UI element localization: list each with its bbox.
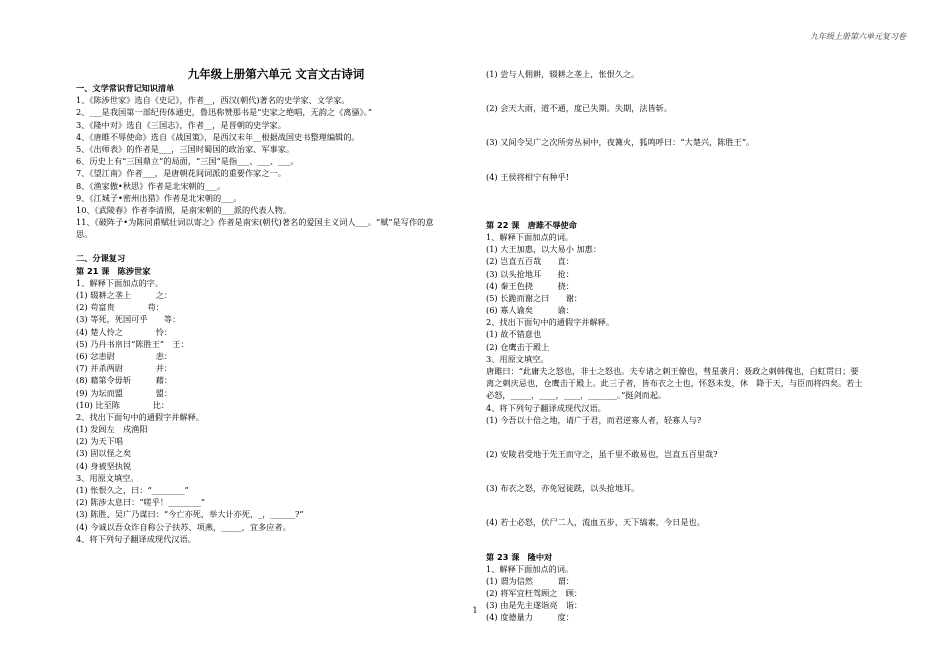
question-line: (1) 发闾左 戍渔阳 [76,424,148,435]
knowledge-item: 2、___是我国第一部纪传体通史，鲁迅称赞那书是“史家之绝唱，无韵之《离骚》。” [76,107,373,118]
passage-line: 必怒，_____，____，____，_______。”挺剑而起。 [486,390,667,401]
lesson-21-list [76,277,476,545]
question-line: 4、将下列句子翻译成现代汉语。 [486,402,606,413]
question-line: (2) 苟富贵 苟： [76,302,164,313]
knowledge-item: 3、《隆中对》选自《三国志》，作者__，是晋朝的史学家。 [76,119,286,130]
spacer [76,240,476,252]
answer-space [486,183,886,205]
section-heading-knowledge: 一、文学常识背记知识清单 [76,83,175,93]
knowledge-item: 1、《陈涉世家》选自《史记》，作者__，西汉(朝代)著名的史学家、文学家。 [76,95,350,106]
question-line: (1) 辍耕之垄上 之： [76,290,173,300]
question-line: (3) 陈胜、吴广乃谋曰：“今亡亦死，举大计亦死，_，______?” [76,509,304,520]
question-line: 3、用原文填空。 [76,472,139,483]
question-line: (4) 度德量力 度： [486,612,574,623]
question-line: (6) 忿恚尉 恚： [76,350,173,361]
translate-line: (1) 尝与人佣耕，辍耕之垄上，怅恨久之。 [486,69,640,79]
header-note: 九年级上册第六单元复习卷 [810,32,906,41]
question-line: (10) 比至陈 比： [76,399,170,410]
question-line: 2、找出下面句中的通假字并解释。 [76,411,205,422]
left-column [76,68,476,545]
question-line: (5) 乃丹书帛曰“陈胜王” 王： [76,338,189,349]
question-line: (1) 怅恨久之，曰：“________” [76,485,189,495]
knowledge-item: 思。 [76,229,93,240]
page-number: 1 [472,606,478,615]
answer-space [486,114,886,136]
question-line: (2) 将军宜枉驾顾之 顾： [486,588,583,599]
passage-line: 离之刺庆忌也，仓鹰击于殿上。此三子者，皆布衣之士也，怀怒未发，休 降于天，与臣而将四矣。若士 [486,378,863,389]
question-line: (2) 仓鹰击于殿上 [486,341,550,352]
question-line: (2) 为天下唱 [76,436,123,447]
knowledge-item: 4、《唐睢不辱使命》选自《战国策》，是西汉末年__根据战国史书整理编辑的。 [76,131,360,142]
knowledge-item: 9、《江城子•密州出猎》作者是北宋朝的___。 [76,192,242,203]
section-heading-review: 二、分课复习 [76,253,126,264]
question-line: (7) 并杀两尉 并： [76,363,173,374]
translate-line: (3) 布衣之怒，亦免冠徒跣，以头抢地耳。 [486,483,640,494]
question-line: (4) 今诚以吾众诈自称公子扶苏、项燕，_____，宜多应者。 [76,521,291,532]
question-line: (9) 为坛而盟 盟： [76,387,173,398]
answer-space [486,460,886,482]
question-line: (4) 身被坚执锐 [76,460,132,471]
question-line: (5) 长跪而谢之曰 谢： [486,292,583,303]
question-line: (2) 陈涉太息曰：“嗟乎！________” [76,497,206,508]
question-line: (6) 寡人谕矣 谕： [486,305,574,316]
translate-line: (2) 安陵君受地于先王而守之，虽千里不敢易也，岂直五百里哉? [486,448,718,459]
spacer [486,205,886,219]
question-line: (2) 岂直五百哉 直： [486,256,574,267]
question-line: (4) 秦王色挠 挠： [486,280,574,291]
question-line: 1、解释下面加点的词。 [486,563,574,574]
question-line: (4) 楚人怜之 怜： [76,326,173,337]
lesson-23-heading: 第 23 课 隆中对 [486,551,553,562]
question-line: 4、将下列句子翻译成现代汉语。 [76,533,196,544]
question-line: (1) 大王加惠，以大易小 加惠： [486,244,602,255]
question-line: (3) 由是先主遂诣亮 诣： [486,600,583,611]
knowledge-list [76,94,476,240]
translate-line: (2) 会天大雨，道不通，度已失期。失期，法皆斩。 [486,103,673,114]
passage-line: 唐雎曰：“此庸夫之怒也，非士之怒也。夫专诸之刺王僚也，彗星袭月；聂政之刺韩傀也，白虹贯日；要 [486,366,859,376]
question-line: (3) 等死，死国可乎 等： [76,314,181,325]
question-line: 1、解释下面加点的词。 [486,231,574,242]
knowledge-item: 7、《望江南》作者___，是唐朝花间词派的重要作家之一。 [76,168,286,179]
answer-space [486,426,886,448]
question-line: (1) 今吾以十倍之地，请广于君，而君逆寡人者，轻寡人与? [486,414,702,425]
knowledge-item: 11、《破阵子•为陈同甫赋壮词以寄之》作者是南宋(朝代)著名的爱国主义词人___。“赋”是写作的意 [76,217,434,228]
question-line: 2、找出下面句中的通假字并解释。 [486,317,615,328]
right-column [486,68,886,624]
knowledge-item: 10、《武陵春》作者李清照，是南宋朝的___派的代表人物。 [76,204,292,215]
knowledge-item: 5、《出师表》的作者是___，三国时蜀国的政治家、军事家。 [76,143,295,154]
document-title: 九年级上册第六单元 文言文古诗词 [187,67,365,81]
question-line: (8) 藉第令毋斩 藉： [76,375,173,386]
question-line: (3) 固以怪之矣 [76,448,132,459]
translate-line: (4) 王侯将相宁有种乎! [486,171,569,182]
lesson-21-heading: 第 21 课 陈涉世家 [76,265,151,276]
answer-space [486,149,886,171]
lesson-22-heading: 第 22 课 唐雎不辱使命 [486,219,577,230]
translate-line: (3) 又间令吴广之次所旁丛祠中，夜篝火，狐鸣呼曰：“大楚兴，陈胜王”。 [486,137,755,148]
question-line: (1) 谓为信然 谓： [486,575,574,586]
answer-space [486,494,886,516]
question-line: 1、解释下面加点的字。 [76,277,164,288]
question-line: (1) 故不错意也 [486,329,542,340]
knowledge-item: 8、《渔家傲•秋思》作者是北宋朝的___。 [76,180,226,191]
lesson-22-list [486,231,886,426]
question-line: 3、用原文填空。 [486,353,549,364]
answer-space [486,80,886,102]
question-line: (3) 以头抢地耳 抢： [486,268,574,279]
knowledge-item: 6、历史上有“三国鼎立”的局面，“三国”是指___、___、___。 [76,156,299,167]
answer-space [486,529,886,551]
translate-line: (4) 若士必怒，伏尸二人，流血五步，天下缟素，今日是也。 [486,517,705,528]
